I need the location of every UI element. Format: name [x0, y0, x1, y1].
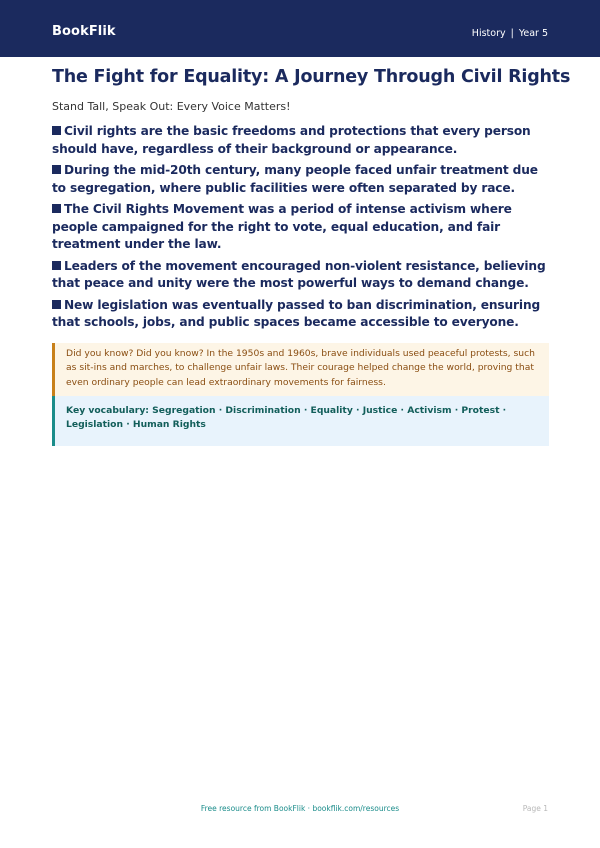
square-bullet-icon [52, 300, 61, 309]
key-vocabulary-box: Key vocabulary: Segregation · Discrimination · Equality · Justice · Activism · Protest · Legislation · Human Rights [52, 396, 549, 446]
square-bullet-icon [52, 165, 61, 174]
did-you-know-callout: Did you know? Did you know? In the 1950s and 1960s, brave individuals used peaceful protests, such as sit-ins and marches, to challenge unfair laws. Their courage helped change the world, proving that even ordinary people can lead extraordinary movements for fairness. [52, 343, 549, 397]
square-bullet-icon [52, 204, 61, 213]
top-header-bar [0, 0, 600, 57]
page-number: Page 1 [522, 804, 548, 813]
meta-separator: | [510, 28, 514, 39]
page-title: The Fight for Equality: A Journey Through Civil Rights [52, 67, 571, 87]
key-points-list [52, 123, 549, 332]
key-point-item [52, 162, 549, 197]
key-point-item [52, 123, 549, 158]
page-footer [0, 802, 600, 816]
page-subtitle: Stand Tall, Speak Out: Every Voice Matters! [52, 100, 291, 113]
brand-logo-text: BookFlik [52, 24, 116, 39]
square-bullet-icon [52, 261, 61, 270]
key-point-text: Leaders of the movement encouraged non-violent resistance, believing that peace and unity were the most powerful ways to demand change. [52, 258, 546, 290]
key-point-item [52, 201, 549, 254]
key-point-item [52, 258, 549, 293]
key-point-item [52, 297, 549, 332]
key-point-text: During the mid-20th century, many people faced unfair treatment due to segregation, where public facilities were often separated by race. [52, 163, 538, 195]
year-label: Year 5 [518, 28, 548, 39]
key-point-text: New legislation was eventually passed to ban discrimination, ensuring that schools, jobs, and public spaces became accessible to everyone. [52, 297, 541, 329]
square-bullet-icon [52, 126, 61, 135]
header-meta [472, 27, 548, 41]
key-point-text: Civil rights are the basic freedoms and protections that every person should have, regardless of their background or appearance. [52, 124, 531, 156]
footer-resource-link[interactable]: Free resource from BookFlik · bookflik.com/resources [200, 804, 400, 813]
subject-label: History [471, 28, 506, 39]
document-content [52, 66, 571, 446]
key-point-text: The Civil Rights Movement was a period of intense activism where people campaigned for the right to vote, equal education, and fair treatment under the law. [52, 202, 512, 251]
